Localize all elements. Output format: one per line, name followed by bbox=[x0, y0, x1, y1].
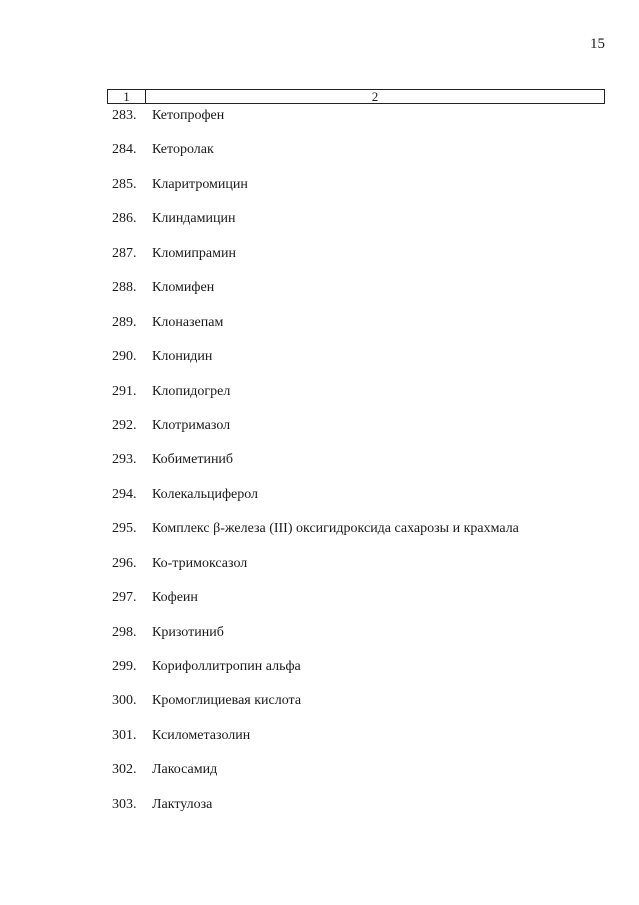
list-item bbox=[112, 246, 612, 280]
list-item bbox=[112, 487, 612, 521]
list-item bbox=[112, 521, 612, 555]
item-text: Клоназепам bbox=[152, 314, 224, 330]
list-item bbox=[112, 108, 612, 142]
item-number: 293. bbox=[112, 452, 137, 468]
item-text: Ко-тримоксазол bbox=[152, 555, 248, 571]
drug-list bbox=[112, 108, 612, 831]
item-number: 294. bbox=[112, 486, 137, 502]
table-header-col-2: 2 bbox=[371, 89, 379, 104]
item-text: Клонидин bbox=[152, 349, 213, 365]
item-text: Кларитромицин bbox=[152, 176, 248, 192]
item-number: 298. bbox=[112, 624, 137, 640]
item-number: 303. bbox=[112, 796, 137, 812]
list-item bbox=[112, 590, 612, 624]
table-header bbox=[107, 89, 605, 104]
list-item bbox=[112, 418, 612, 452]
item-number: 302. bbox=[112, 762, 137, 778]
item-number: 292. bbox=[112, 417, 137, 433]
item-text: Кломипрамин bbox=[152, 245, 236, 261]
item-number: 295. bbox=[112, 521, 137, 537]
item-text: Ксилометазолин bbox=[152, 727, 251, 743]
list-item bbox=[112, 556, 612, 590]
item-number: 289. bbox=[112, 314, 137, 330]
item-text: Комплекс β-железа (III) оксигидроксида сахарозы и крахмала bbox=[152, 521, 519, 537]
item-number: 301. bbox=[112, 727, 137, 743]
item-text: Лакосамид bbox=[152, 762, 218, 778]
list-item bbox=[112, 349, 612, 383]
list-item bbox=[112, 625, 612, 659]
page-number: 15 bbox=[590, 36, 605, 52]
item-number: 287. bbox=[112, 245, 137, 261]
item-number: 297. bbox=[112, 590, 137, 606]
item-number: 290. bbox=[112, 349, 137, 365]
item-text: Корифоллитропин альфа bbox=[152, 659, 301, 674]
item-text: Клопидогрел bbox=[152, 383, 231, 399]
table-header-col-1: 1 bbox=[108, 90, 146, 103]
list-item bbox=[112, 452, 612, 486]
list-item bbox=[112, 762, 612, 796]
item-number: 300. bbox=[112, 693, 137, 709]
item-number: 299. bbox=[112, 659, 137, 674]
list-item bbox=[112, 659, 612, 693]
item-number: 286. bbox=[112, 211, 137, 227]
item-number: 288. bbox=[112, 280, 137, 296]
item-text: Колекальциферол bbox=[152, 486, 259, 502]
item-text: Кофеин bbox=[152, 590, 198, 606]
item-number: 284. bbox=[112, 142, 137, 158]
item-text: Кризотиниб bbox=[152, 624, 224, 640]
item-text: Клиндамицин bbox=[152, 211, 236, 227]
list-item bbox=[112, 142, 612, 176]
item-number: 296. bbox=[112, 555, 137, 571]
item-text: Клотримазол bbox=[152, 417, 231, 433]
list-item bbox=[112, 693, 612, 727]
list-item bbox=[112, 728, 612, 762]
list-item bbox=[112, 797, 612, 831]
item-text: Кломифен bbox=[152, 280, 215, 296]
item-text: Кобиметиниб bbox=[152, 452, 234, 468]
item-number: 291. bbox=[112, 383, 137, 399]
item-text: Кетопрофен bbox=[152, 108, 225, 123]
item-text: Кеторолак bbox=[152, 142, 214, 158]
list-item bbox=[112, 280, 612, 314]
item-number: 283. bbox=[112, 108, 137, 123]
list-item bbox=[112, 177, 612, 211]
item-number: 285. bbox=[112, 176, 137, 192]
list-item bbox=[112, 315, 612, 349]
item-text: Кромоглициевая кислота bbox=[152, 693, 302, 709]
list-item bbox=[112, 211, 612, 245]
item-text: Лактулоза bbox=[152, 796, 213, 812]
list-item bbox=[112, 384, 612, 418]
